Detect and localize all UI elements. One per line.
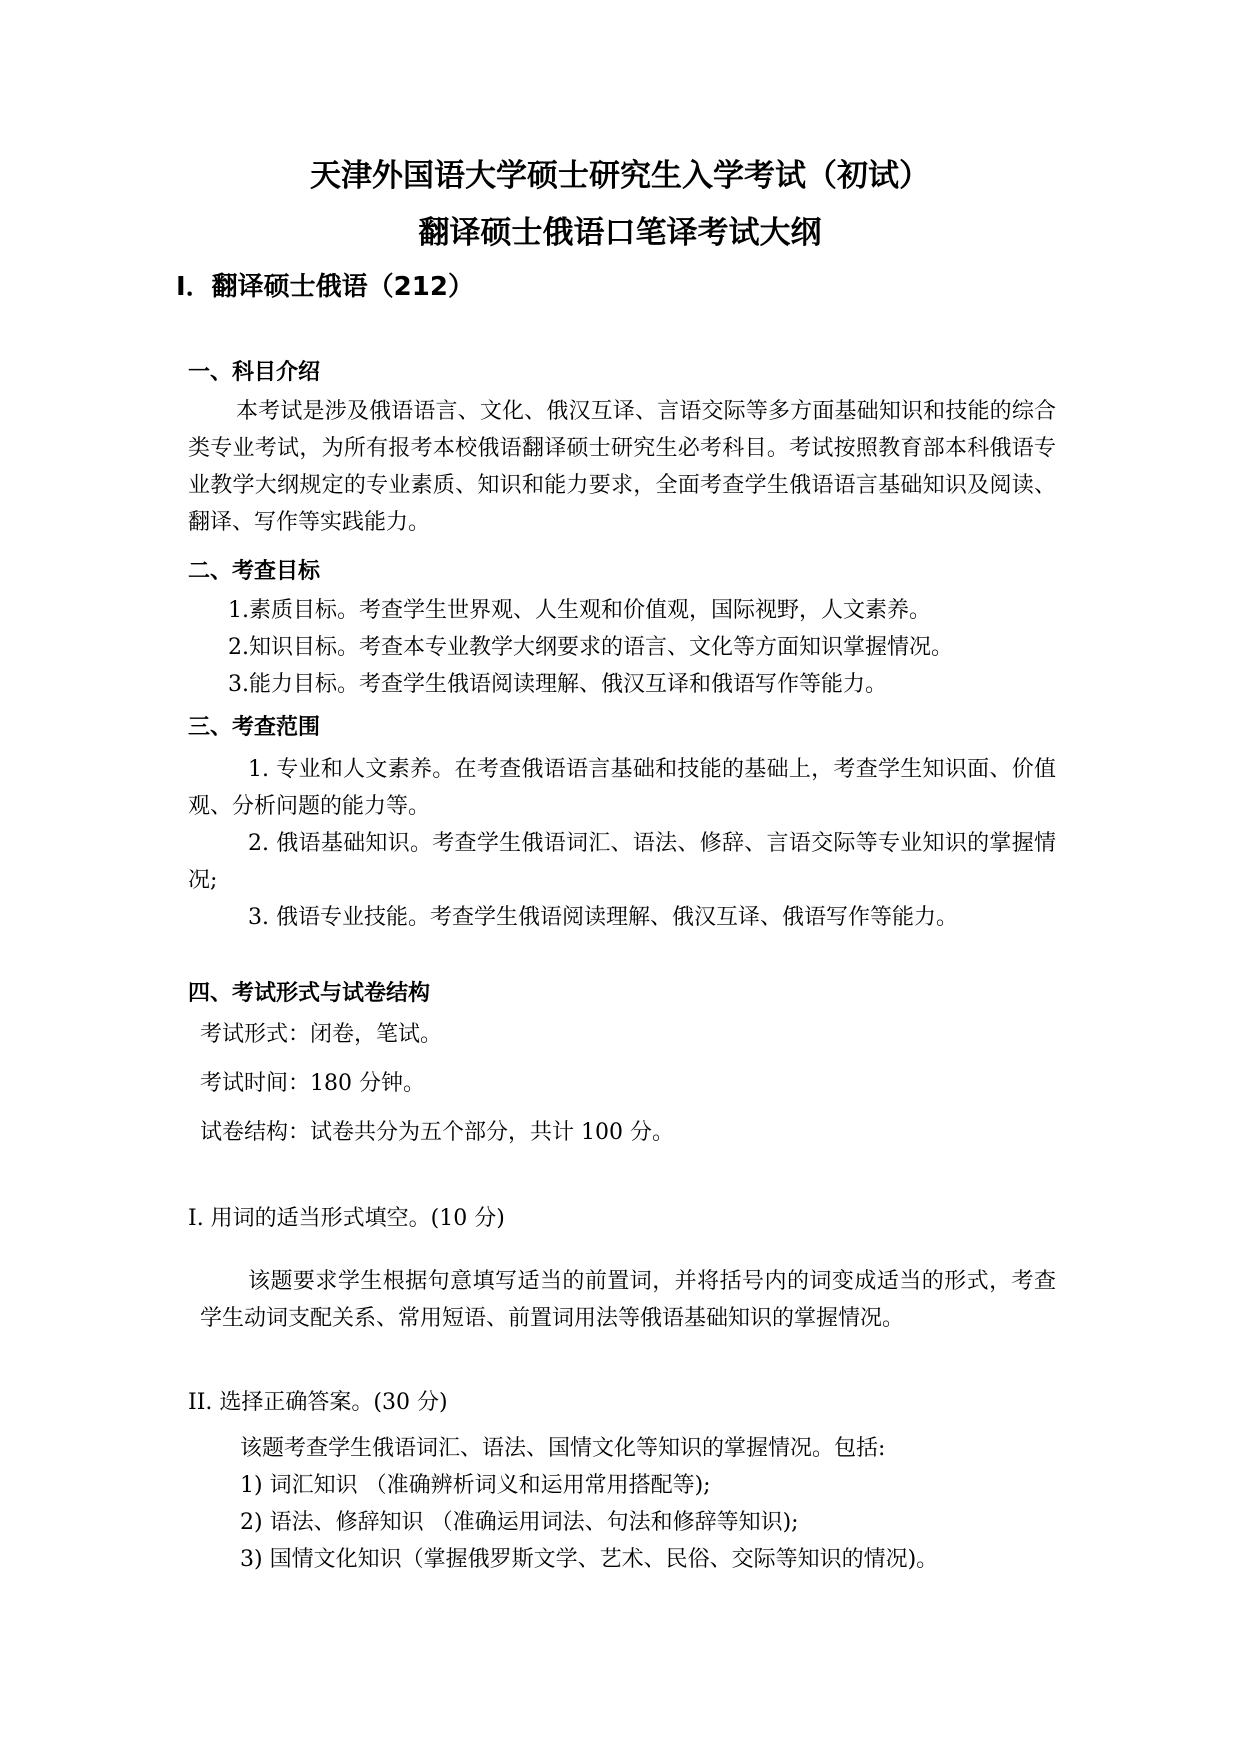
question-label: I. 用词的适当形式填空。(10 分) — [188, 1206, 505, 1231]
question-item: 3) 国情文化知识（掌握俄罗斯文学、艺术、民俗、交际等知识的情况)。 — [240, 1547, 939, 1572]
question-item: 1) 词汇知识 （准确辨析词义和运用常用搭配等); — [240, 1473, 711, 1498]
section-heading-objectives: 二、考查目标 — [188, 559, 321, 584]
section-heading-scope: 三、考查范围 — [188, 715, 321, 740]
question-label: II. 选择正确答案。(30 分) — [188, 1390, 448, 1415]
format-line: 考试形式：闭卷，笔试。 — [200, 1022, 443, 1047]
objective-item: 3.能力目标。考查学生俄语阅读理解、俄汉互译和俄语写作等能力。 — [228, 672, 887, 697]
format-line: 试卷结构：试卷共分为五个部分，共计 100 分。 — [200, 1120, 674, 1145]
format-line: 考试时间：180 分钟。 — [200, 1071, 425, 1096]
question-item: 2) 语法、修辞知识 （准确运用词法、句法和修辞等知识); — [240, 1510, 799, 1535]
scope-item: 1. 专业和人文素养。在考查俄语语言基础和技能的基础上，考查学生知识面、价值观、分析问题的能力等。 — [188, 757, 1056, 819]
question-intro: 该题考查学生俄语词汇、语法、国情文化等知识的掌握情况。包括: — [240, 1436, 886, 1461]
scope-item: 3. 俄语专业技能。考查学生俄语阅读理解、俄汉互译、俄语写作等能力。 — [248, 905, 958, 930]
section-heading-intro: 一、科目介绍 — [188, 360, 321, 385]
section-intro-paragraph: 本考试是涉及俄语语言、文化、俄汉互译、言语交际等多方面基础知识和技能的综合类专业考试，为所有报考本校俄语翻译硕士研究生必考科目。考试按照教育部本科俄语专业教学大纲规定的专业素质、知识和能力要求，全面考查学生俄语语言基础知识及阅读、翻译、写作等实践能力。 — [188, 399, 1056, 535]
part-heading: Ⅰ．翻译硕士俄语（212） — [176, 272, 474, 302]
document-title: 天津外国语大学硕士研究生入学考试（初试） — [310, 158, 930, 194]
scope-item: 2. 俄语基础知识。考查学生俄语词汇、语法、修辞、言语交际等专业知识的掌握情况; — [188, 831, 1056, 893]
question-description: 该题要求学生根据句意填写适当的前置词，并将括号内的词变成适当的形式，考查学生动词支配关系、常用短语、前置词用法等俄语基础知识的掌握情况。 — [200, 1269, 1056, 1331]
objective-item: 2.知识目标。考查本专业教学大纲要求的语言、文化等方面知识掌握情况。 — [228, 635, 953, 660]
section-heading-format: 四、考试形式与试卷结构 — [188, 981, 431, 1006]
document-subtitle: 翻译硕士俄语口笔译考试大纲 — [418, 215, 822, 251]
objective-item: 1.素质目标。考查学生世界观、人生观和价值观，国际视野，人文素养。 — [228, 598, 931, 623]
